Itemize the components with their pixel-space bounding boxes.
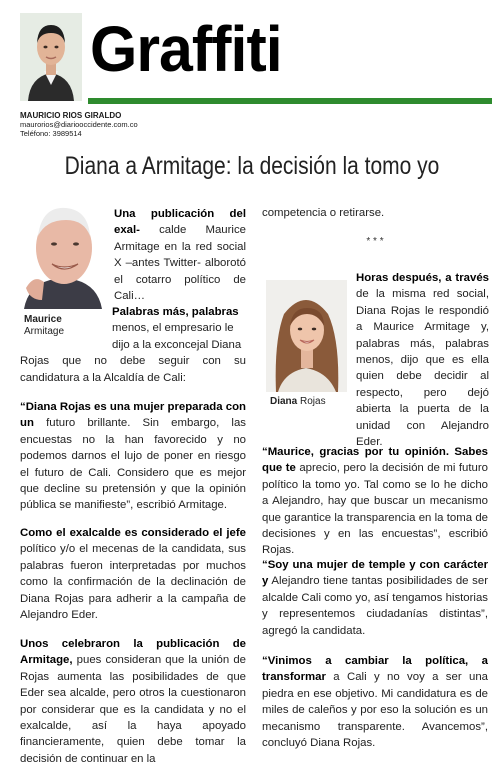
paragraph-6-lead: Horas después, a través [356,272,489,284]
paragraph-9-text: a Cali y no voy a ser una piedra en ese objetivo. Mi candidatura es de miles de caleños y por eso la solución es un mecanismo transparente. Avancemos”, concluyó Diana Rojas. [262,671,488,750]
caption-maurice-last: Armitage [24,326,65,337]
article-headline: Diana a Armitage: la decisión la tomo yo [64,152,440,180]
author-email[interactable]: maurorios@diariooccidente.com.co [20,120,138,129]
paragraph-2: Palabras más, palabras menos, el empresario le dijo a la exconcejal Diana Rojas que no debe seguir con su candidatura a la Alcaldía de Cali: [20,306,246,384]
paragraph-4-lead: Como el exalcalde es considerado el jefe [20,527,246,539]
paragraph-1-lead: Una publicación del exal- [114,208,246,237]
paragraph-4 [20,525,246,623]
paragraph-3 [20,399,246,514]
paragraph-7 [262,444,488,559]
portrait-maurice [20,196,106,309]
author-portrait [20,13,82,101]
caption-diana [270,396,350,408]
paragraph-8-text: Alejandro tiene tantas posibilidades de ser alcalde Cali como yo, así tengamos historias y representemos ciudadanías distintas”, agregó la candidata. [262,575,489,637]
masthead-title: Graffiti [90,13,282,85]
paragraph-5 [20,636,246,767]
paragraph-9-lead: “Vinimos a cambiar la política, a transformar [262,655,488,684]
portrait-diana [266,280,347,392]
paragraph-8 [262,557,488,639]
author-name: MAURICIO RIOS GIRALDO [20,111,122,120]
paragraph-1-text: calde Maurice Armitage en la red social X –antes Twitter- alborotó el cotarro político de Cali… [114,224,246,303]
paragraph-6 [356,270,489,450]
paragraph-6-text: de la misma red social, Diana Rojas le respondió a Maurice Armitage y, palabras más, palabras menos, dijo que es ella quien debe decidir al respecto, pero dejó abierta la puerta de la unidad con Alejandro Eder. [356,288,489,449]
photo-diana [266,280,347,392]
section-separator: * * * [366,236,384,247]
paragraph-5-continued: competencia o retirarse. [262,207,385,219]
paragraph-7-lead: “Maurice, gracias por tu opinión. Sabes que te [262,446,488,475]
author-photo [20,13,82,101]
paragraph-3-text: futuro brillante. Sin embargo, las encuestas no la han favorecido y no podemos darnos el lujo de poner en riesgo el futuro de Cali. Considero que es mejor que decline su pretensión y que la opinión pública se manifieste”, escribió Armitage. [20,417,246,512]
paragraph-4-text: político y/o el mecenas de la candidata, sus palabras fueron interpretadas por muchos como la confirmación de la declinación de Diana Rojas para adherir a la campaña de Alejandro Eder. [20,543,246,622]
caption-diana-last: Rojas [300,396,326,407]
paragraph-5-text: pues consideran que la unión de Rojas aumenta las posibilidades de que Eder sea alcalde, pero otros la cuestionaron por considerar que es la candidata y no el exalcalde, así la haya apoyado financieramente, quien debe tomar la decisión de continuar en la [20,654,246,765]
paragraph-8-lead: “Soy una mujer de temple y con carácter y [262,559,488,588]
photo-maurice [20,196,106,309]
caption-diana-first: Diana [270,396,298,407]
paragraph-5-lead: Unos celebraron la publicación de Armitage, [20,638,246,667]
paragraph-9 [262,653,488,751]
caption-maurice-first: Maurice [24,314,62,325]
paragraph-1 [114,206,246,304]
paragraph-7-text: aprecio, pero la decisión de mi futuro político la tomo yo. Tal como se lo he dicho a Alejandro, hay que buscar un mecanismo que garantice la transparencia en la toma de decisiones y en las encuestas”, escribió Rojas. [262,462,488,557]
paragraph-2-lead: Palabras más, palabras [112,306,239,318]
byline [20,111,138,138]
paragraph-3-lead: “Diana Rojas es una mujer preparada con un [20,401,246,430]
masthead-rule [88,98,492,104]
author-phone: Teléfono: 3989514 [20,129,82,138]
